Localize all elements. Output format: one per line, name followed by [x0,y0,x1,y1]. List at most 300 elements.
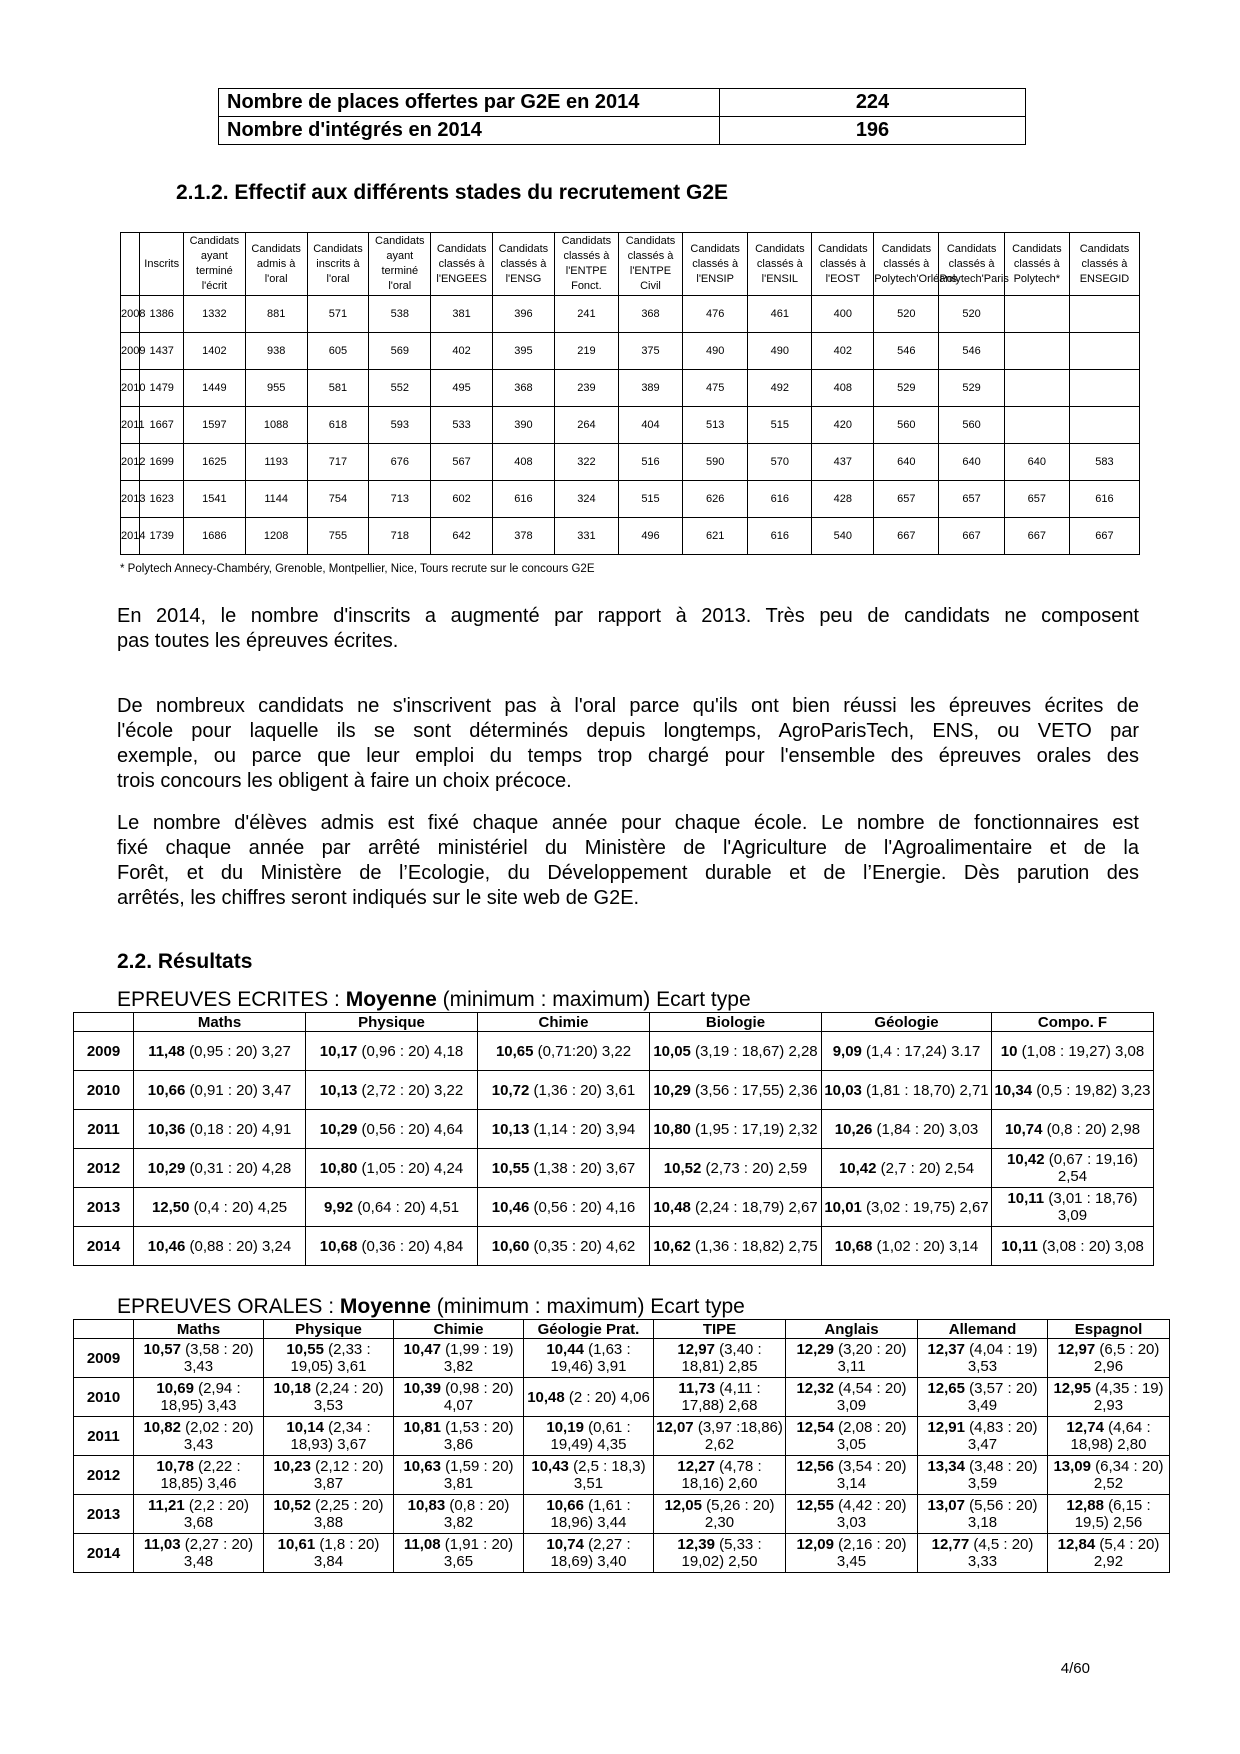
paragraph-line: En 2014, le nombre d'inscrits a augmenté par rapport à 2013. Très peu de candidats ne composent [117,605,1139,627]
ecrites-cell [822,1110,992,1149]
mean-value: 10,57 [143,1341,181,1358]
mean-value: 10,66 [147,1081,186,1099]
range-std: (0,56 : 20) 4,64 [357,1120,464,1138]
stages-cell [1069,407,1139,444]
ecrites-cell [650,1188,822,1227]
year-cell: 2013 [74,1495,134,1534]
mean-value: 10,48 [527,1388,565,1406]
range-std: (1,4 : 17,24) 3.17 [861,1042,981,1060]
orales-cell [264,1495,394,1534]
stages-cell: 1479 [140,370,184,407]
stages-header-row [121,233,1140,296]
mean-value: 10,48 [653,1198,691,1216]
mean-value: 10,60 [491,1237,530,1255]
orales-cell [134,1495,264,1534]
stages-cell [1004,407,1069,444]
stages-cell: 1667 [140,407,184,444]
mean-value: 10,69 [156,1380,194,1397]
mean-value: 13,07 [927,1497,965,1514]
stages-cell: 546 [939,333,1004,370]
mean-value: 12,91 [927,1419,965,1436]
orales-cell [786,1339,918,1378]
range-std: (1,91 : 20) 3,65 [440,1536,514,1570]
ecrites-cell [822,1188,992,1227]
orales-cell [918,1456,1048,1495]
range-std: (5,26 : 20) 2,30 [702,1497,775,1531]
orales-cell [1048,1378,1170,1417]
range-std: (2,73 : 20) 2,59 [701,1159,808,1177]
orales-cell [264,1417,394,1456]
stages-cell: 583 [1069,444,1139,481]
range-std: (3,08 : 20) 3,08 [1037,1237,1144,1255]
range-std: (2,08 : 20) 3,05 [834,1419,907,1453]
mean-value: 10,13 [319,1081,358,1099]
orales-cell [918,1339,1048,1378]
orales-cell [394,1339,524,1378]
stages-header-cell: Candidats classés à Polytech'Orléans [874,233,939,296]
mean-value: 10,61 [277,1536,316,1553]
stages-header-cell: Candidats classés à Polytech'Paris [939,233,1004,296]
ecrites-cell [650,1032,822,1071]
ecrites-cell [134,1149,306,1188]
mean-value: 12,55 [796,1497,834,1514]
stages-cell: 621 [683,518,748,555]
stages-cell: 560 [874,407,939,444]
orales-caption-prefix: EPREUVES ORALES : [117,1295,340,1318]
stages-header-cell: Candidats classés à Polytech* [1004,233,1069,296]
stages-cell: 581 [307,370,369,407]
mean-value: 12,32 [796,1380,834,1397]
stages-cell: 516 [618,444,682,481]
mean-value: 10,05 [653,1042,691,1060]
mean-value: 10,80 [653,1120,691,1138]
orales-header-cell: Physique [264,1320,394,1339]
stages-cell: 754 [307,481,369,518]
mean-value: 12,97 [1057,1341,1096,1358]
ecrites-cell [478,1188,650,1227]
table-row [121,333,1140,370]
stages-cell: 593 [369,407,431,444]
stages-cell: 402 [812,333,874,370]
places-row-offered [219,89,1026,117]
stages-cell: 495 [431,370,493,407]
orales-header-cell: Maths [134,1320,264,1339]
orales-header-cell: Chimie [394,1320,524,1339]
range-std: (0,8 : 20) 3,82 [443,1497,510,1531]
paragraph-line: Forêt, et du Ministère de l’Ecologie, du Développement durable et de l’Energie. Dès parution des [117,862,1139,884]
places-value: 196 [720,117,1026,145]
stages-cell: 567 [431,444,493,481]
stages-cell [1069,296,1139,333]
table-row [74,1149,1154,1188]
stages-header-cell: Candidats inscrits à l'oral [307,233,369,296]
mean-value: 12,27 [677,1458,715,1475]
stages-cell: 640 [874,444,939,481]
ecrites-header-row [74,1013,1154,1032]
stages-cell: 420 [812,407,874,444]
range-std: (2,7 : 20) 2,54 [876,1159,975,1177]
stages-header-cell: Candidats ayant terminé l'écrit [183,233,245,296]
stages-cell: 389 [618,370,682,407]
mean-value: 10,11 [1007,1190,1045,1207]
range-std: (4,64 : 18,98) 2,80 [1070,1419,1151,1453]
ecrites-header-cell: Chimie [478,1013,650,1032]
range-std: (3,97 :18,86) 2,62 [693,1419,783,1453]
range-std: (4,83 : 20) 3,47 [965,1419,1038,1453]
range-std: (2,16 : 20) 3,45 [834,1536,907,1570]
orales-header-cell: Géologie Prat. [524,1320,654,1339]
range-std: (1,61 : 18,96) 3,44 [550,1497,631,1531]
ecrites-caption-suffix: (minimum : maximum) Ecart type [436,988,751,1011]
mean-value: 10,78 [156,1458,194,1475]
ecrites-cell [478,1149,650,1188]
mean-value: 12,37 [927,1341,965,1358]
orales-cell [524,1534,654,1573]
range-std: (1,38 : 20) 3,67 [529,1159,636,1177]
section-title: 2.1.2. Effectif aux différents stades du recrutement G2E [176,181,729,204]
mean-value: 10,81 [403,1419,441,1436]
orales-cell [524,1495,654,1534]
range-std: (5,33 : 19,02) 2,50 [681,1536,762,1570]
range-std: (2,24 : 18,79) 2,67 [690,1198,818,1216]
stages-cell: 667 [874,518,939,555]
stages-cell: 616 [493,481,555,518]
range-std: (4,04 : 19) 3,53 [965,1341,1038,1375]
stages-cell: 490 [748,333,812,370]
ecrites-cell [306,1032,478,1071]
stages-cell: 375 [618,333,682,370]
mean-value: 10,11 [1001,1237,1038,1255]
mean-value: 10,29 [147,1159,186,1177]
stages-cell: 219 [554,333,618,370]
stages-cell: 496 [618,518,682,555]
stages-cell: 590 [683,444,748,481]
mean-value: 10,23 [273,1458,311,1475]
stages-cell: 1625 [183,444,245,481]
orales-cell [654,1495,786,1534]
mean-value: 10,55 [286,1341,324,1358]
mean-value: 12,39 [677,1536,715,1553]
orales-cell [918,1495,1048,1534]
table-row [74,1456,1170,1495]
range-std: (4,35 : 19) 2,93 [1091,1380,1164,1414]
mean-value: 12,88 [1066,1497,1104,1514]
orales-caption-bold: Moyenne [339,1295,431,1318]
ecrites-cell [992,1110,1154,1149]
stages-header-cell: Candidats classés à l'ENSIP [683,233,748,296]
stages-cell: 408 [493,444,555,481]
range-std: (3,01 : 18,76) 3,09 [1044,1190,1138,1224]
mean-value: 10,26 [834,1120,873,1138]
mean-value: 10,14 [286,1419,324,1436]
orales-cell [264,1534,394,1573]
stages-cell: 396 [493,296,555,333]
stages-cell: 408 [812,370,874,407]
ecrites-cell [306,1071,478,1110]
paragraph [117,694,1139,794]
range-std: (1,53 : 20) 3,86 [441,1419,514,1453]
stages-cell: 381 [431,296,493,333]
ecrites-header-cell: Géologie [822,1013,992,1032]
places-row-integrated [219,117,1026,145]
mean-value: 10,55 [491,1159,530,1177]
stages-cell: 461 [748,296,812,333]
range-std: (1,02 : 20) 3,14 [872,1237,979,1255]
stages-cell: 513 [683,407,748,444]
year-cell: 2009 [74,1032,134,1071]
stages-cell: 713 [369,481,431,518]
year-cell: 2013 [121,481,140,518]
ecrites-cell [822,1032,992,1071]
stages-header-cell [121,233,140,296]
stages-cell: 322 [554,444,618,481]
range-std: (2,27 : 18,69) 3,40 [550,1536,631,1570]
stages-cell: 1449 [183,370,245,407]
stages-cell: 395 [493,333,555,370]
mean-value: 10,52 [663,1159,702,1177]
stages-cell: 1088 [245,407,307,444]
year-cell: 2012 [74,1149,134,1188]
stages-cell: 642 [431,518,493,555]
table-row [121,518,1140,555]
places-table [218,88,1026,145]
range-std: (2,27 : 20) 3,48 [180,1536,254,1570]
range-std: (3,56 : 17,55) 2,36 [690,1081,818,1099]
year-cell: 2009 [121,333,140,370]
paragraph-line: fixé chaque année par arrêté ministériel du Ministère de l'Agriculture de l'Agroalimentaire et de la [117,837,1139,859]
orales-cell [786,1495,918,1534]
stages-cell [1004,370,1069,407]
mean-value: 10,39 [403,1380,441,1397]
range-std: (0,5 : 19,82) 3,23 [1032,1081,1151,1099]
orales-cell [918,1378,1048,1417]
stages-cell: 640 [1004,444,1069,481]
table-row [74,1188,1154,1227]
stages-cell: 1623 [140,481,184,518]
orales-cell [134,1339,264,1378]
orales-cell [394,1495,524,1534]
stages-header-cell: Candidats ayant terminé l'oral [369,233,431,296]
ecrites-cell [134,1032,306,1071]
mean-value: 12,07 [656,1419,694,1436]
stages-header-cell: Candidats classés à l'EOST [812,233,874,296]
mean-value: 10,03 [824,1081,862,1099]
mean-value: 10,42 [1007,1151,1045,1168]
range-std: (2,12 : 20) 3,87 [311,1458,384,1492]
places-label: Nombre de places offertes par G2E en 2014 [219,89,720,117]
stages-cell: 390 [493,407,555,444]
stages-cell: 529 [939,370,1004,407]
stages-cell: 667 [1069,518,1139,555]
places-label: Nombre d'intégrés en 2014 [219,117,720,145]
orales-cell [918,1534,1048,1573]
stages-cell: 1402 [183,333,245,370]
stages-header-cell: Candidats admis à l'oral [245,233,307,296]
table-row [74,1110,1154,1149]
range-std: (1,14 : 20) 3,94 [529,1120,636,1138]
stages-cell: 400 [812,296,874,333]
stages-cell: 881 [245,296,307,333]
stages-cell: 476 [683,296,748,333]
range-std: (0,91 : 20) 3,47 [185,1081,292,1099]
stages-cell: 402 [431,333,493,370]
paragraph-line: l'école pour laquelle ils se sont déterminés depuis longtemps, AgroParisTech, ENS, ou VETO par [117,720,1139,742]
mean-value: 10,65 [495,1042,534,1060]
results-title: 2.2. Résultats [117,950,253,973]
stages-cell: 546 [874,333,939,370]
range-std: (6,15 : 19,5) 2,56 [1074,1497,1151,1531]
range-std: (2,25 : 20) 3,88 [311,1497,384,1531]
mean-value: 10,68 [319,1237,358,1255]
paragraph-line: trois concours les obligent à faire un choix précoce. [117,770,572,792]
table-row [121,444,1140,481]
ecrites-cell [306,1227,478,1266]
range-std: (0,71:20) 3,22 [533,1042,632,1060]
stages-cell: 667 [939,518,1004,555]
range-std: (6,34 : 20) 2,52 [1091,1458,1164,1492]
range-std: (4,78 : 18,16) 2,60 [681,1458,762,1492]
stages-cell: 520 [939,296,1004,333]
year-cell: 2011 [74,1417,134,1456]
orales-cell [264,1378,394,1417]
range-std: (2,2 : 20) 3,68 [183,1497,249,1531]
stages-cell: 437 [812,444,874,481]
range-std: (0,8 : 20) 2,98 [1042,1120,1141,1138]
stages-cell: 1541 [183,481,245,518]
paragraph [117,604,1139,654]
stages-cell: 475 [683,370,748,407]
stages-cell: 1597 [183,407,245,444]
mean-value: 10,46 [147,1237,186,1255]
page-number: 4/60 [1060,1660,1090,1677]
orales-cell [394,1378,524,1417]
year-cell: 2011 [74,1110,134,1149]
stages-cell [1069,333,1139,370]
mean-value: 10,44 [546,1341,584,1358]
orales-cell [134,1534,264,1573]
stages-cell: 605 [307,333,369,370]
mean-value: 11,73 [678,1380,716,1397]
stages-cell: 640 [939,444,1004,481]
stages-cell: 428 [812,481,874,518]
orales-header-cell: Anglais [786,1320,918,1339]
range-std: (1,08 : 19,27) 3,08 [1017,1042,1145,1060]
ecrites-caption [117,988,751,1012]
orales-caption-suffix: (minimum : maximum) Ecart type [430,1295,745,1318]
orales-cell [654,1534,786,1573]
mean-value: 10,19 [546,1419,584,1436]
ecrites-cell [134,1227,306,1266]
stages-cell: 667 [1004,518,1069,555]
range-std: (4,42 : 20) 3,03 [834,1497,907,1531]
range-std: (3,02 : 19,75) 2,67 [861,1198,989,1216]
table-row [121,481,1140,518]
orales-cell [1048,1456,1170,1495]
orales-header-row [74,1320,1170,1339]
orales-cell [264,1456,394,1495]
range-std: (3,48 : 20) 3,59 [965,1458,1038,1492]
mean-value: 10,47 [403,1341,441,1358]
range-std: (2,94 : 18,95) 3,43 [160,1380,241,1414]
ecrites-cell [992,1032,1154,1071]
stages-header-cell: Candidats classés à ENSEGID [1069,233,1139,296]
range-std: (0,61 : 19,49) 4,35 [550,1419,631,1453]
ecrites-cell [306,1188,478,1227]
range-std: (2,33 : 19,05) 3,61 [290,1341,371,1375]
stages-cell: 657 [1004,481,1069,518]
orales-cell [134,1378,264,1417]
ecrites-header-cell: Biologie [650,1013,822,1032]
range-std: (1,99 : 19) 3,82 [441,1341,514,1375]
stages-cell: 955 [245,370,307,407]
stages-cell: 618 [307,407,369,444]
ecrites-cell [478,1227,650,1266]
ecrites-cell [134,1188,306,1227]
ecrites-cell [306,1110,478,1149]
places-value: 224 [720,89,1026,117]
stages-header-cell: Candidats classés à l'ENTPE Fonct. [554,233,618,296]
range-std: (1,36 : 20) 3,61 [529,1081,636,1099]
stages-footnote: * Polytech Annecy-Chambéry, Grenoble, Montpellier, Nice, Tours recrute sur le concours G2E [120,563,595,575]
orales-cell [1048,1339,1170,1378]
mean-value: 10,62 [653,1237,691,1255]
range-std: (1,63 : 19,46) 3,91 [550,1341,631,1375]
paragraph-line: arrêtés, les chiffres seront indiqués sur le site web de G2E. [117,887,640,909]
mean-value: 10,80 [319,1159,358,1177]
stages-cell: 1208 [245,518,307,555]
mean-value: 10,82 [143,1419,181,1436]
mean-value: 11,21 [148,1497,185,1514]
stages-cell: 657 [939,481,1004,518]
ecrites-cell [306,1149,478,1188]
range-std: (1,81 : 18,70) 2,71 [861,1081,989,1099]
ecrites-cell [822,1071,992,1110]
mean-value: 10,74 [546,1536,584,1553]
ecrites-cell [822,1227,992,1266]
stages-cell: 626 [683,481,748,518]
table-row [121,370,1140,407]
table-row [121,296,1140,333]
range-std: (2,24 : 20) 3,53 [311,1380,384,1414]
orales-cell [394,1417,524,1456]
ecrites-cell [822,1149,992,1188]
table-row [121,407,1140,444]
year-cell: 2011 [121,407,140,444]
range-std: (4,5 : 20) 3,33 [967,1536,1034,1570]
stages-cell: 616 [748,518,812,555]
mean-value: 12,50 [151,1198,190,1216]
mean-value: 12,09 [796,1536,834,1553]
ecrites-cell [650,1110,822,1149]
stages-table [120,232,1140,555]
orales-cell [654,1339,786,1378]
mean-value: 10,17 [319,1042,358,1060]
mean-value: 9,92 [323,1198,354,1216]
mean-value: 12,95 [1053,1380,1091,1397]
orales-cell [134,1417,264,1456]
ecrites-cell [478,1032,650,1071]
stages-cell: 404 [618,407,682,444]
range-std: (6,5 : 20) 2,96 [1093,1341,1160,1375]
range-std: (3,57 : 20) 3,49 [965,1380,1038,1414]
stages-cell: 1699 [140,444,184,481]
stages-cell: 492 [748,370,812,407]
range-std: (2 : 20) 4,06 [564,1388,650,1406]
range-std: (0,64 : 20) 4,51 [353,1198,460,1216]
stages-cell: 676 [369,444,431,481]
range-std: (3,58 : 20) 3,43 [181,1341,254,1375]
mean-value: 12,97 [677,1341,715,1358]
